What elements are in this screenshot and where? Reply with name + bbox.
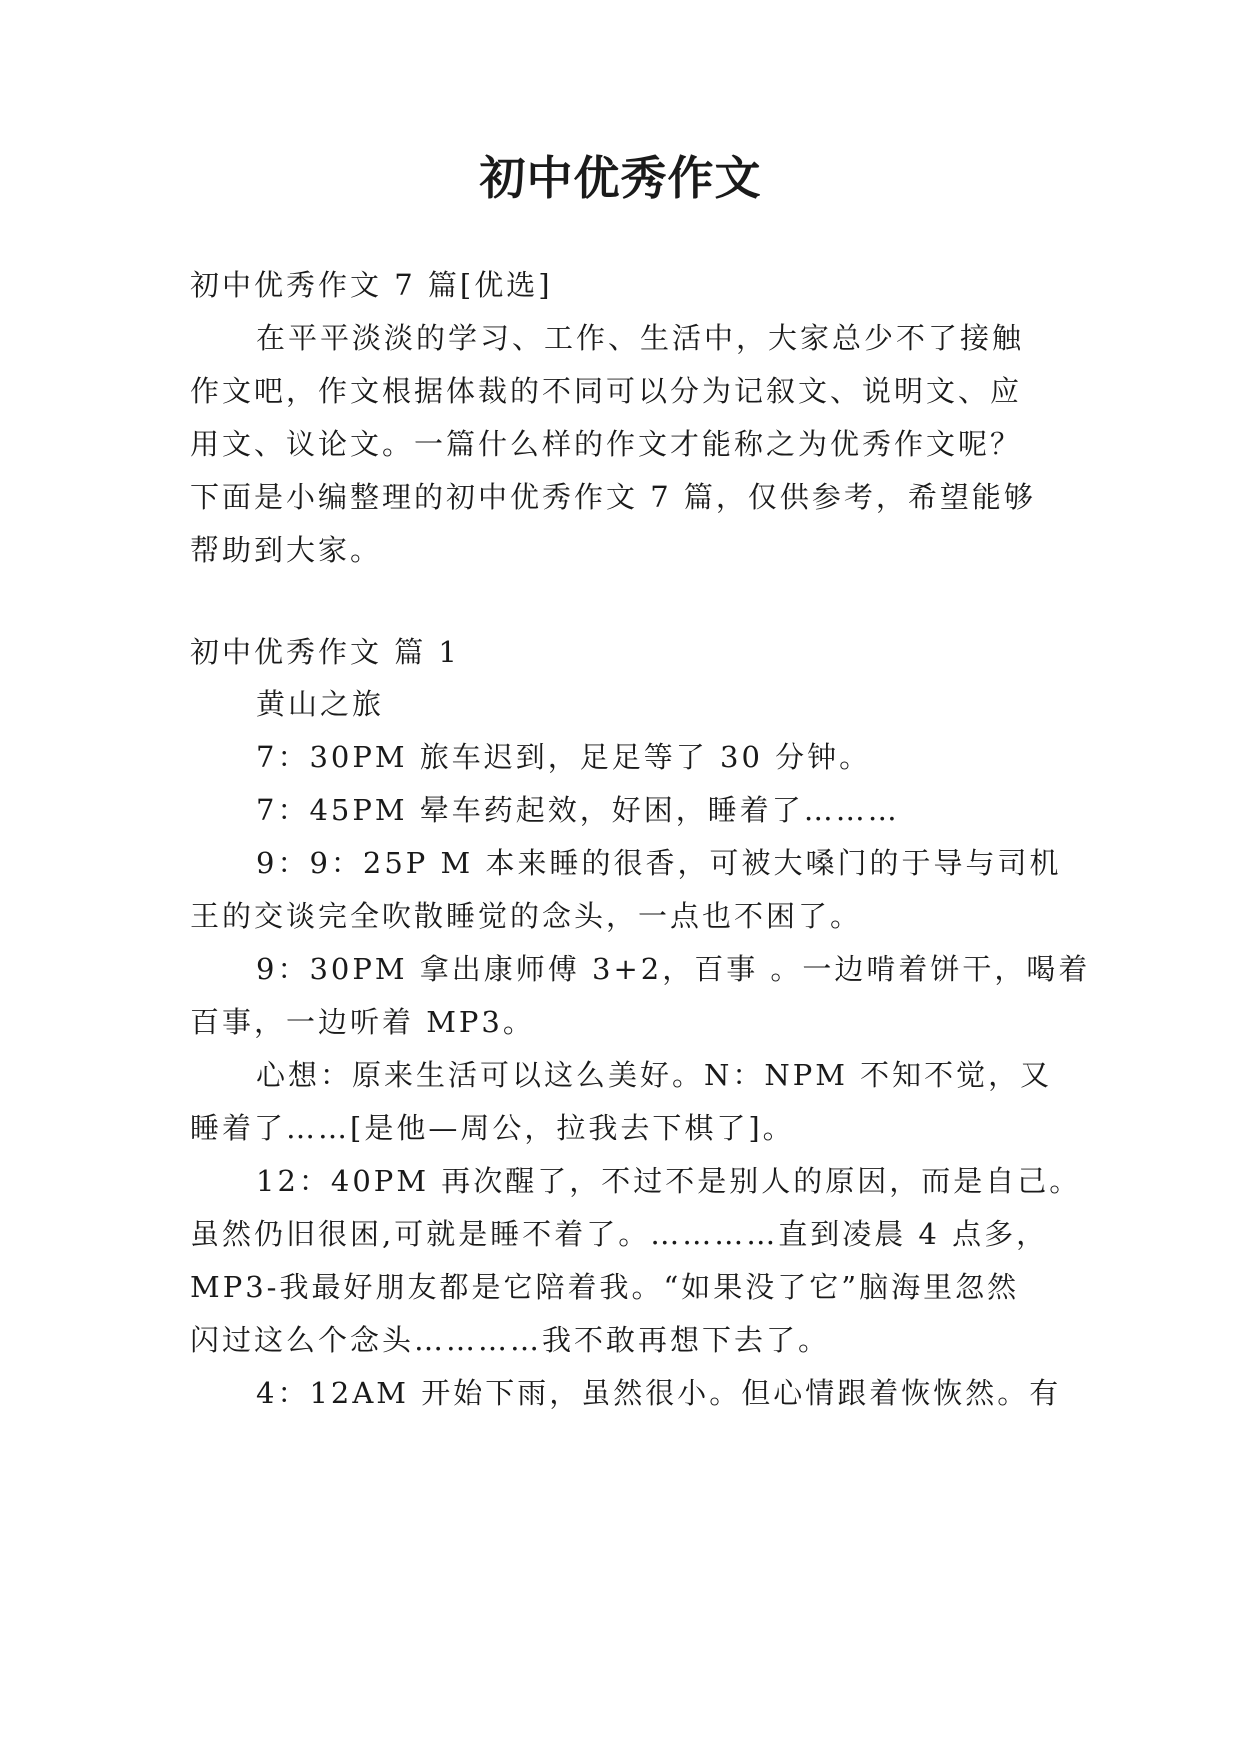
body-line: 百事，一边听着 MP3。 (190, 1005, 535, 1039)
body-line: 9：9：25P M 本来睡的很香，可被大嗓门的于导与司机 (256, 846, 1062, 880)
body-line: 9：30PM 拿出康师傅 3+2，百事 。一边啃着饼干，喝着 (256, 952, 1091, 986)
document-subtitle: 初中优秀作文 7 篇[优选] (190, 268, 553, 302)
document-title: 初中优秀作文 (479, 151, 762, 205)
body-line: 7：45PM 晕车药起效，好困，睡着了……… (256, 793, 900, 827)
body-line: 王的交谈完全吹散睡觉的念头，一点也不困了。 (190, 899, 863, 933)
intro-line: 用文、议论文。一篇什么样的作文才能称之为优秀作文呢？ (190, 427, 1023, 461)
body-line: 7：30PM 旅车迟到，足足等了 30 分钟。 (256, 740, 872, 774)
body-line: 虽然仍旧很困,可就是睡不着了。…………直到凌晨 4 点多， (190, 1217, 1049, 1251)
intro-line: 作文吧，作文根据体裁的不同可以分为记叙文、说明文、应 (190, 374, 1023, 408)
body-line: 心想：原来生活可以这么美好。N：NPM 不知不觉，又 (256, 1058, 1053, 1092)
body-line: 睡着了……[是他—周公，拉我去下棋了]。 (190, 1111, 795, 1145)
body-line: MP3-我最好朋友都是它陪着我。“如果没了它”脑海里忽然 (190, 1270, 1020, 1304)
essay-title: 黄山之旅 (256, 687, 385, 721)
body-line: 闪过这么个念头…………我不敢再想下去了。 (190, 1323, 831, 1357)
body-line: 4：12AM 开始下雨，虽然很小。但心情跟着恢恢然。有 (256, 1376, 1062, 1410)
section-heading: 初中优秀作文 篇 1 (190, 635, 460, 669)
intro-line: 在平平淡淡的学习、工作、生活中，大家总少不了接触 (256, 321, 1025, 355)
body-line: 12：40PM 再次醒了，不过不是别人的原因，而是自己。 (256, 1164, 1082, 1198)
intro-line: 下面是小编整理的初中优秀作文 7 篇，仅供参考，希望能够 (190, 480, 1036, 514)
intro-line: 帮助到大家。 (190, 533, 383, 567)
